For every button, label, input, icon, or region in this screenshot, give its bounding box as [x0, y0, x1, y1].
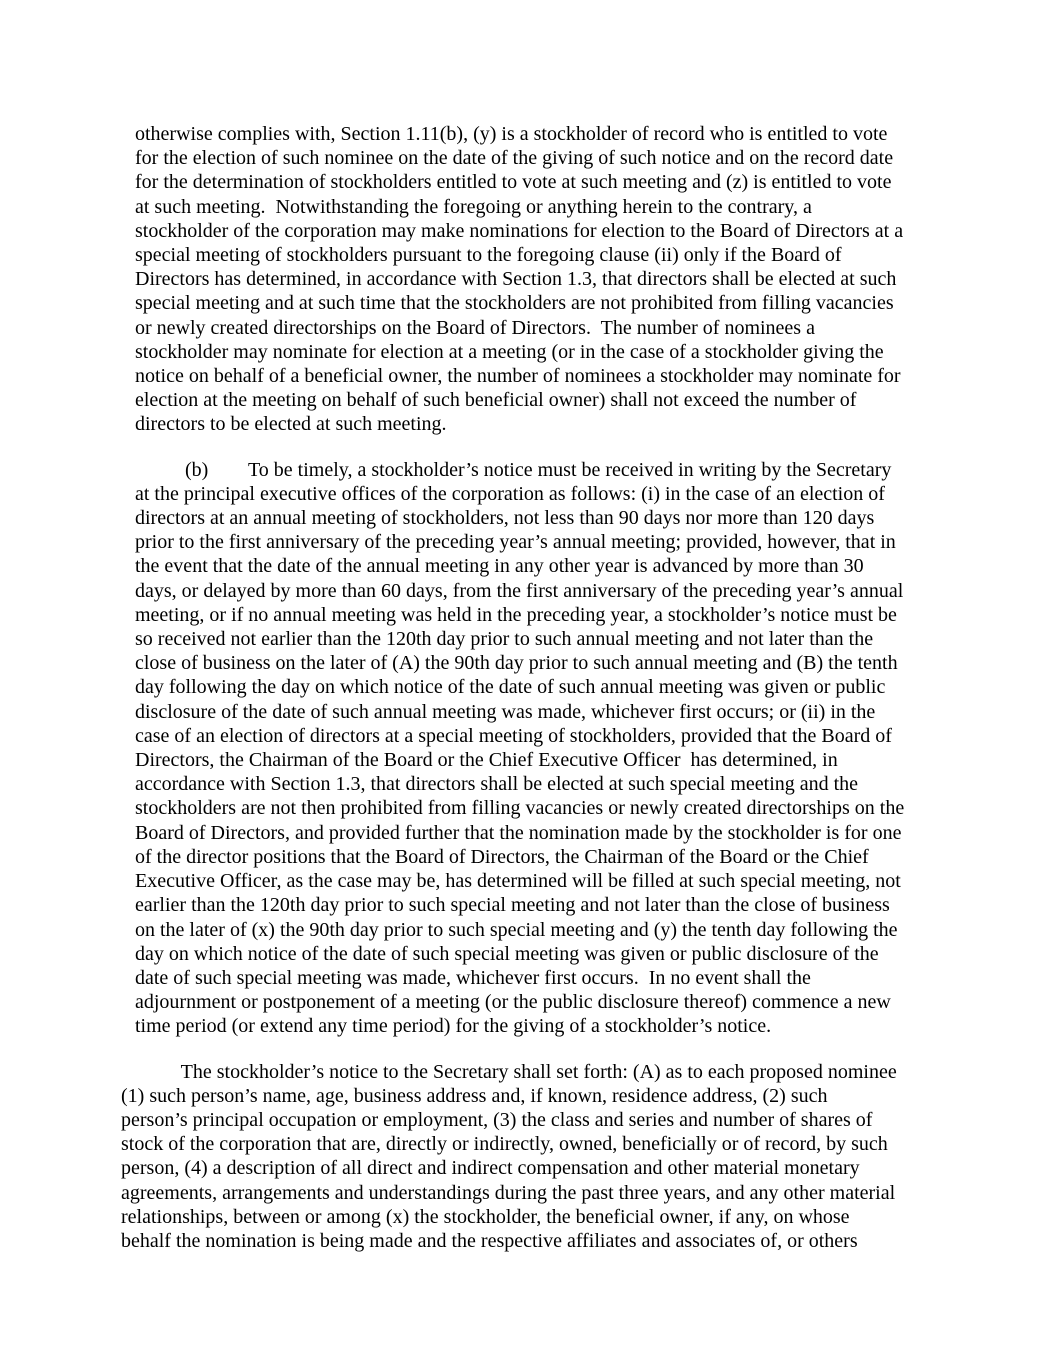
- text-line: (b) To be timely, a stockholder’s notice must be received in writing by the Secretary: [135, 458, 892, 481]
- text-line: adjournment or postponement of a meeting (or the public disclosure thereof) commence a new: [135, 991, 891, 1014]
- text-line: directors to be elected at such meeting.: [135, 413, 447, 436]
- text-line: case of an election of directors at a special meeting of stockholders, provided that the Board of: [135, 724, 892, 747]
- text-line: disclosure of the date of such annual meeting was made, whichever first occurs; or (ii) in the: [135, 700, 876, 723]
- text-line: person, (4) a description of all direct and indirect compensation and other material monetary: [121, 1157, 860, 1180]
- text-line: otherwise complies with, Section 1.11(b), (y) is a stockholder of record who is entitled to vote: [135, 123, 888, 145]
- text-line: stockholders are not then prohibited from filling vacancies or newly created directorships on the: [135, 797, 905, 820]
- text-line: Executive Officer, as the case may be, has determined will be filled at such special meeting, not: [135, 870, 901, 893]
- text-line: (1) such person’s name, age, business address and, if known, residence address, (2) such: [121, 1084, 828, 1107]
- text-line: date of such special meeting was made, whichever first occurs. In no event shall the: [135, 966, 811, 989]
- text-line: Directors, the Chairman of the Board or the Chief Executive Officer has determined, in: [135, 749, 838, 772]
- text-line: so received not earlier than the 120th day prior to such annual meeting and not later than the: [135, 628, 874, 651]
- text-line: stock of the corporation that are, directly or indirectly, owned, beneficially or of record, by such: [121, 1133, 888, 1156]
- paragraph-b-timeliness: [135, 458, 1055, 1039]
- text-line: earlier than the 120th day prior to such special meeting and not later than the close of business: [135, 894, 890, 917]
- text-line: The stockholder’s notice to the Secretary shall set forth: (A) as to each proposed nominee: [121, 1060, 897, 1083]
- text-line: on the later of (x) the 90th day prior to such special meeting and (y) the tenth day following the: [135, 918, 898, 941]
- text-line: for the election of such nominee on the date of the giving of such notice and on the record date: [135, 147, 894, 170]
- text-line: at such meeting. Notwithstanding the foregoing or anything herein to the contrary, a: [135, 195, 812, 218]
- text-line: behalf the nomination is being made and the respective affiliates and associates of, or others: [121, 1229, 858, 1252]
- text-line: special meeting and at such time that the stockholders are not prohibited from filling vacancies: [135, 292, 894, 315]
- text-line: at the principal executive offices of the corporation as follows: (i) in the case of an election of: [135, 482, 885, 505]
- text-line: close of business on the later of (A) the 90th day prior to such annual meeting and (B) the tenth: [135, 652, 898, 675]
- text-line: person’s principal occupation or employment, (3) the class and series and number of shares of: [121, 1108, 873, 1131]
- text-line: agreements, arrangements and understandings during the past three years, and any other material: [121, 1181, 896, 1204]
- text-line: Board of Directors, and provided further that the nomination made by the stockholder is for one: [135, 821, 902, 844]
- text-line: of the director positions that the Board of Directors, the Chairman of the Board or the Chief: [135, 845, 869, 868]
- text-line: notice on behalf of a beneficial owner, the number of nominees a stockholder may nominate for: [135, 365, 901, 388]
- text-line: for the determination of stockholders entitled to vote at such meeting and (z) is entitled to vote: [135, 171, 892, 194]
- text-line: days, or delayed by more than 60 days, from the first anniversary of the preceding year’s annual: [135, 579, 904, 602]
- text-line: meeting, or if no annual meeting was held in the preceding year, a stockholder’s notice must be: [135, 603, 897, 626]
- paragraph-nomination-continuation: [135, 122, 1055, 437]
- text-line: special meeting of stockholders pursuant to the foregoing clause (ii) only if the Board of: [135, 244, 842, 267]
- text-line: directors at an annual meeting of stockholders, not less than 90 days nor more than 120 days: [135, 507, 875, 530]
- text-line: day following the day on which notice of the date of such annual meeting was given or public: [135, 676, 886, 699]
- text-line: accordance with Section 1.3, that directors shall be elected at such special meeting and the: [135, 773, 859, 796]
- text-line: stockholder may nominate for election at a meeting (or in the case of a stockholder giving the: [135, 340, 884, 363]
- text-line: stockholder of the corporation may make nominations for election to the Board of Directors at a: [135, 219, 904, 242]
- text-line: prior to the first anniversary of the preceding year’s annual meeting; provided, however, that in: [135, 531, 896, 554]
- text-line: day on which notice of the date of such special meeting was given or public disclosure of the: [135, 942, 879, 965]
- text-line: relationships, between or among (x) the stockholder, the beneficial owner, if any, on whose: [121, 1205, 850, 1228]
- text-line: or newly created directorships on the Board of Directors. The number of nominees a: [135, 316, 815, 339]
- paragraph-notice-contents: [121, 1060, 1055, 1254]
- text-line: Directors has determined, in accordance with Section 1.3, that directors shall be elected at such: [135, 268, 897, 291]
- text-line: the event that the date of the annual meeting in any other year is advanced by more than 30: [135, 555, 864, 578]
- text-line: election at the meeting on behalf of such beneficial owner) shall not exceed the number of: [135, 389, 857, 412]
- text-line: time period (or extend any time period) for the giving of a stockholder’s notice.: [135, 1015, 772, 1038]
